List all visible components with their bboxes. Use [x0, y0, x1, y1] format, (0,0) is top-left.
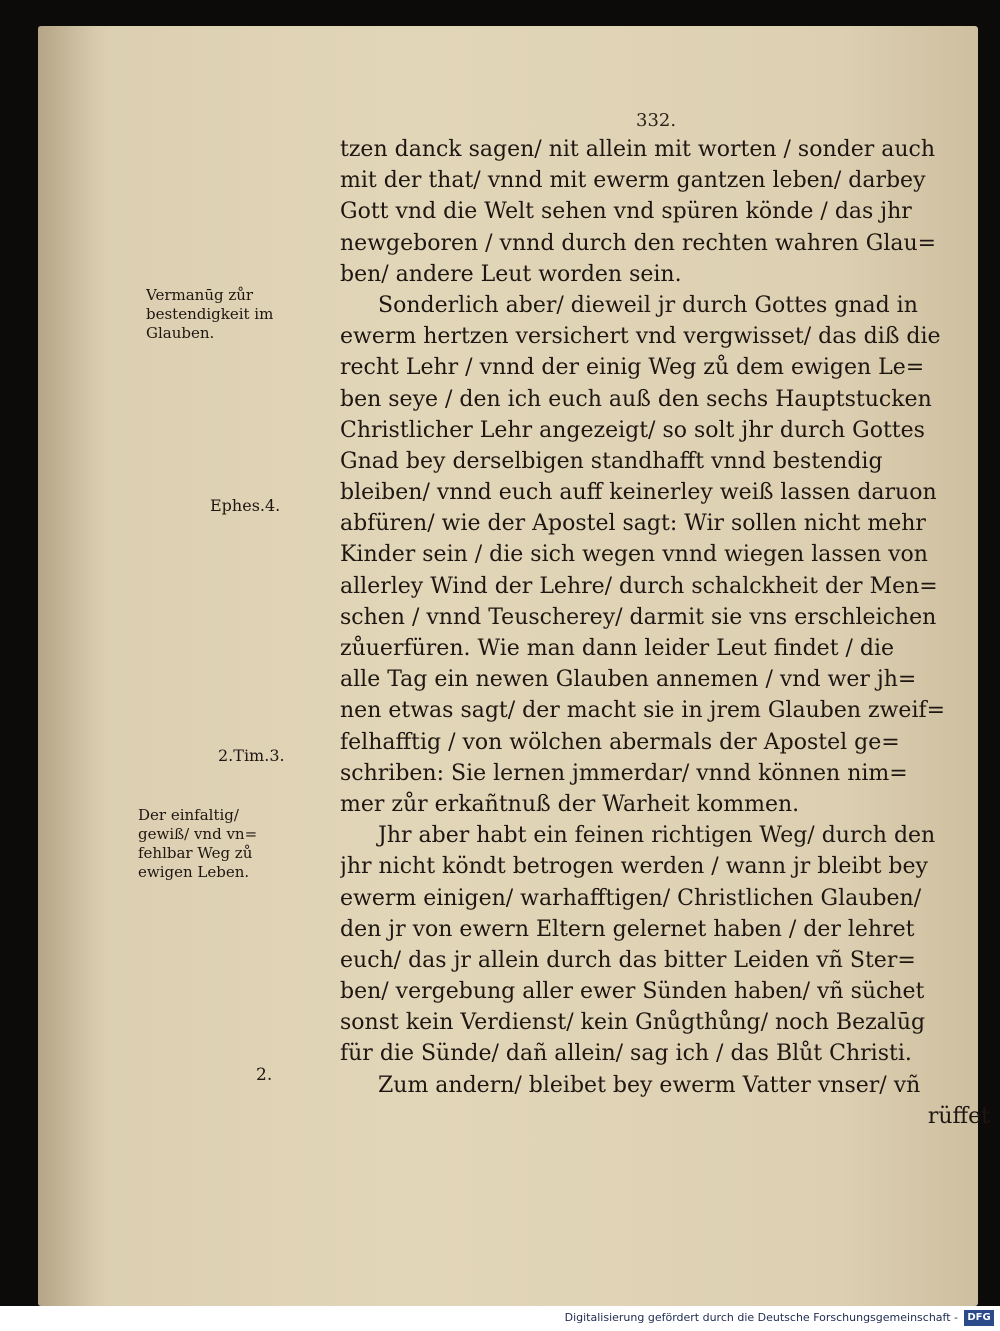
- text-line: jhr nicht köndt betrogen werden / wann jr bleibt bey: [340, 854, 928, 880]
- text-line: Jhr aber habt ein feinen richtigen Weg/ durch den: [378, 823, 936, 849]
- text-line: ben seye / den ich euch auß den sechs Hauptstucken: [340, 386, 932, 412]
- margin-note-line: Vermanūg zůr: [146, 286, 254, 304]
- text-line: euch/ das jr allein durch das bitter Leiden vñ Ster=: [340, 947, 916, 973]
- margin-note-exhortation: [146, 286, 273, 343]
- margin-note-line: Ephes.4.: [210, 496, 281, 515]
- text-line: den jr von ewern Eltern gelernet haben / der lehret: [340, 916, 915, 942]
- text-line: nen etwas sagt/ der macht sie in jrem Glauben zweif=: [340, 698, 946, 724]
- page-number: 332.: [636, 110, 677, 131]
- margin-note-line: gewiß/ vnd vn=: [138, 825, 258, 843]
- text-line: mer zůr erkañtnuß der Warheit kommen.: [340, 791, 800, 817]
- margin-note-line: ewigen Leben.: [138, 863, 250, 881]
- text-line: ewerm einigen/ warhafftigen/ Christlichen Glauben/: [340, 885, 922, 911]
- margin-note-line: 2.: [256, 1065, 273, 1085]
- text-line: mit der that/ vnnd mit ewerm gantzen leben/ darbey: [340, 168, 926, 194]
- text-line: abfüren/ wie der Apostel sagt: Wir sollen nicht mehr: [340, 511, 926, 537]
- catchword: rüffet: [927, 1103, 990, 1129]
- text-line: ben/ andere Leut worden sein.: [340, 261, 682, 287]
- margin-note-simple-way: [138, 806, 257, 882]
- scanned-page: [38, 26, 990, 1306]
- margin-note-line: Glauben.: [146, 324, 215, 342]
- margin-note-line: 2.Tim.3.: [218, 746, 285, 765]
- text-line: für die Sünde/ dañ allein/ sag ich / das Blůt Christi.: [340, 1041, 912, 1067]
- text-line: bleiben/ vnnd euch auff keinerley weiß lassen daruon: [340, 480, 937, 506]
- text-line: Kinder sein / die sich wegen vnnd wiegen lassen von: [340, 542, 928, 568]
- margin-note-line: bestendigkeit im: [146, 305, 274, 323]
- text-line: sonst kein Verdienst/ kein Gnůgthůng/ noch Bezalūg: [340, 1010, 926, 1036]
- margin-note-number: [256, 1066, 272, 1085]
- text-line: Gnad bey derselbigen standhafft vnnd bestendig: [340, 448, 883, 474]
- margin-note-ephesians: [210, 496, 280, 515]
- text-line: ewerm hertzen versichert vnd vergwisset/ das diß die: [340, 324, 941, 350]
- main-text-block: [340, 134, 1000, 1132]
- text-line: schen / vnnd Teuscherey/ darmit sie vns erschleichen: [340, 604, 937, 630]
- text-line: Gott vnd die Welt sehen vnd spüren könde / das jhr: [340, 199, 912, 225]
- text-line: alle Tag ein newen Glauben annemen / vnd wer jh=: [340, 667, 917, 693]
- text-line: recht Lehr / vnnd der einig Weg zů dem ewigen Le=: [340, 355, 925, 381]
- text-line: schriben: Sie lernen jmmerdar/ vnnd können nim=: [340, 760, 908, 786]
- margin-note-line: fehlbar Weg zů: [138, 844, 253, 862]
- text-line: Sonderlich aber/ dieweil jr durch Gottes gnad in: [378, 292, 918, 318]
- text-line: ben/ vergebung aller ewer Sünden haben/ vñ süchet: [340, 979, 925, 1005]
- funding-notice: Digitalisierung gefördert durch die Deutsche Forschungsgemeinschaft -: [564, 1311, 958, 1324]
- dfg-logo: DFG: [964, 1310, 994, 1326]
- text-line: tzen danck sagen/ nit allein mit worten / sonder auch: [340, 137, 935, 162]
- margin-note-line: Der einfaltig/: [138, 806, 239, 824]
- text-line: felhafftig / von wölchen abermals der Apostel ge=: [340, 729, 900, 755]
- text-line: allerley Wind der Lehre/ durch schalckheit der Men=: [340, 573, 938, 599]
- text-line: Christlicher Lehr angezeigt/ so solt jhr durch Gottes: [340, 417, 925, 443]
- text-line: Zum andern/ bleibet bey ewerm Vatter vnser/ vñ: [378, 1072, 921, 1098]
- text-line: newgeboren / vnnd durch den rechten wahren Glau=: [340, 230, 937, 256]
- footer-bar: [0, 1306, 1000, 1331]
- text-line: zůuerfüren. Wie man dann leider Leut findet / die: [340, 636, 895, 661]
- margin-note-timothy: [218, 746, 285, 765]
